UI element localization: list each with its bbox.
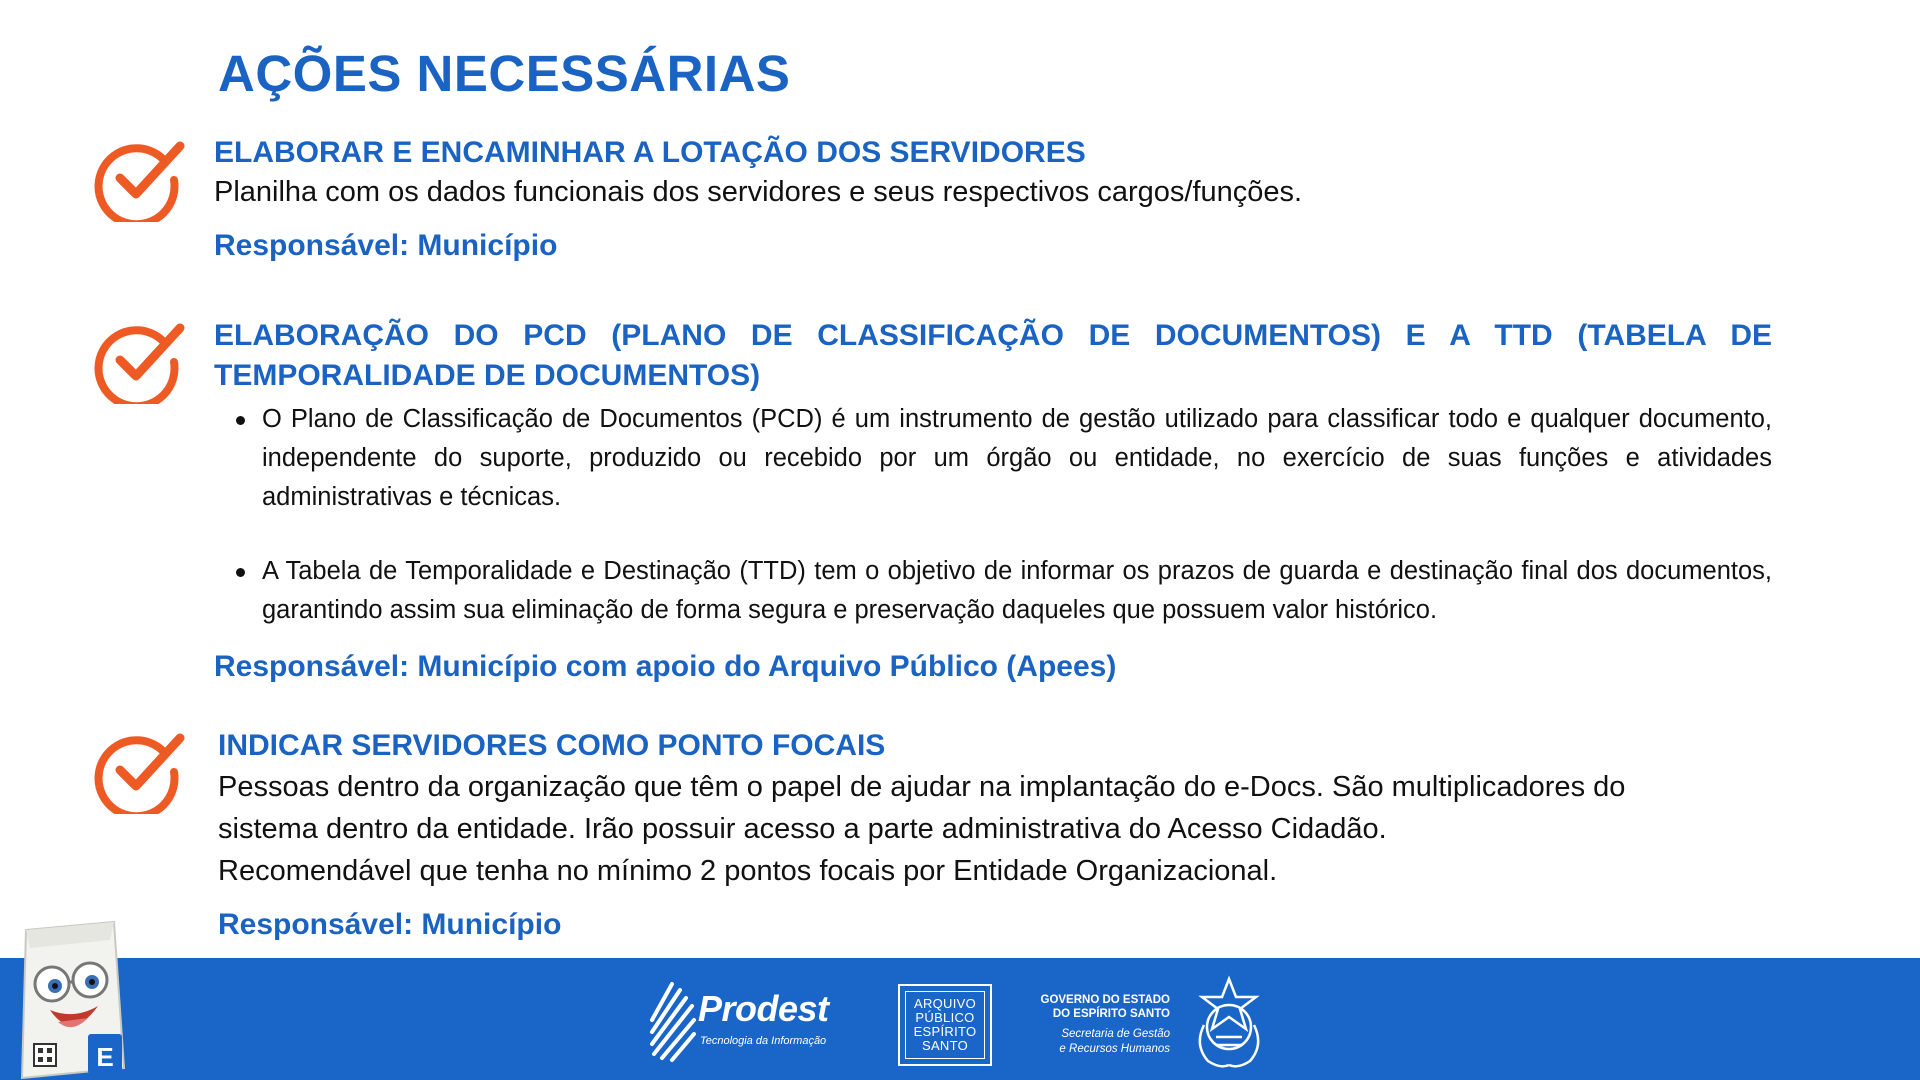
section-pcd-ttd: [214, 316, 1774, 684]
section-pontos-focais: [218, 726, 1778, 942]
section-text: Planilha com os dados funcionais dos servidores e seus respectivos cargos/funções.: [214, 176, 1303, 208]
bullet-list: [214, 400, 1772, 630]
check-circle-icon: [94, 136, 186, 222]
svg-text:E: E: [96, 1042, 114, 1072]
bullet-item: A Tabela de Temporalidade e Destinação (TTD) tem o objetivo de informar os prazos de guarda e destinação final dos documentos, garantindo assim sua eliminação de forma segura e preservação daqueles que possuem valor histórico.: [214, 552, 1772, 630]
section-lotacao: [214, 133, 1774, 263]
governo-line: DO ESPÍRITO SANTO: [1052, 1008, 1170, 1020]
prodest-name: Prodest: [698, 988, 829, 1029]
check-circle-icon: [94, 728, 186, 814]
responsible-label: Responsável: Município: [218, 908, 562, 941]
state-coat-of-arms-icon: [1186, 975, 1272, 1069]
edocs-mascot-icon: [6, 918, 136, 1080]
secretaria-line: e Recursos Humanos: [1059, 1043, 1170, 1055]
section-text-line: sistema dentro da entidade. Irão possuir acesso a parte administrativa do Acesso Cidadão.: [218, 813, 1387, 845]
bullet-item: O Plano de Classificação de Documentos (PCD) é um instrumento de gestão utilizado para classificar todo e qualquer documento, independente do suporte, produzido ou recebido por um órgão ou entidade, no exercício de suas funções e atividades administrativas e técnicas.: [214, 400, 1772, 517]
arquivo-line: PÚBLICO: [915, 1010, 975, 1025]
responsible-label: Responsável: Município: [214, 229, 558, 262]
responsible-label: Responsável: Município com apoio do Arquivo Público (Apees): [214, 650, 1117, 683]
page-title: AÇÕES NECESSÁRIAS: [218, 45, 791, 102]
check-circle-icon: [94, 318, 186, 404]
section-text-line: Pessoas dentro da organização que têm o papel de ajudar na implantação do e-Docs. São multiplicadores do: [218, 771, 1626, 803]
section-heading: INDICAR SERVIDORES COMO PONTO FOCAIS: [218, 729, 886, 762]
arquivo-line: SANTO: [921, 1038, 969, 1053]
prodest-subtitle: Tecnologia da Informação: [700, 1035, 827, 1047]
governo-logo: [1040, 993, 1170, 1057]
arquivo-line: ESPÍRITO: [913, 1024, 977, 1039]
section-text-line: Recomendável que tenha no mínimo 2 pontos focais por Entidade Organizacional.: [218, 855, 1278, 887]
section-heading: ELABORAÇÃO DO PCD (PLANO DE CLASSIFICAÇÃO DE DOCUMENTOS) E A TTD (TABELA DE TEMPORALIDADE DE DOCUMENTOS): [214, 319, 1772, 392]
prodest-logo: [648, 980, 829, 1071]
arquivo-publico-logo: [898, 984, 992, 1066]
governo-line: GOVERNO DO ESTADO: [1040, 994, 1170, 1006]
secretaria-line: Secretaria de Gestão: [1061, 1028, 1170, 1040]
section-heading: ELABORAR E ENCAMINHAR A LOTAÇÃO DOS SERVIDORES: [214, 136, 1086, 169]
prodest-stripes-icon: [648, 980, 696, 1066]
arquivo-line: ARQUIVO: [913, 996, 977, 1011]
